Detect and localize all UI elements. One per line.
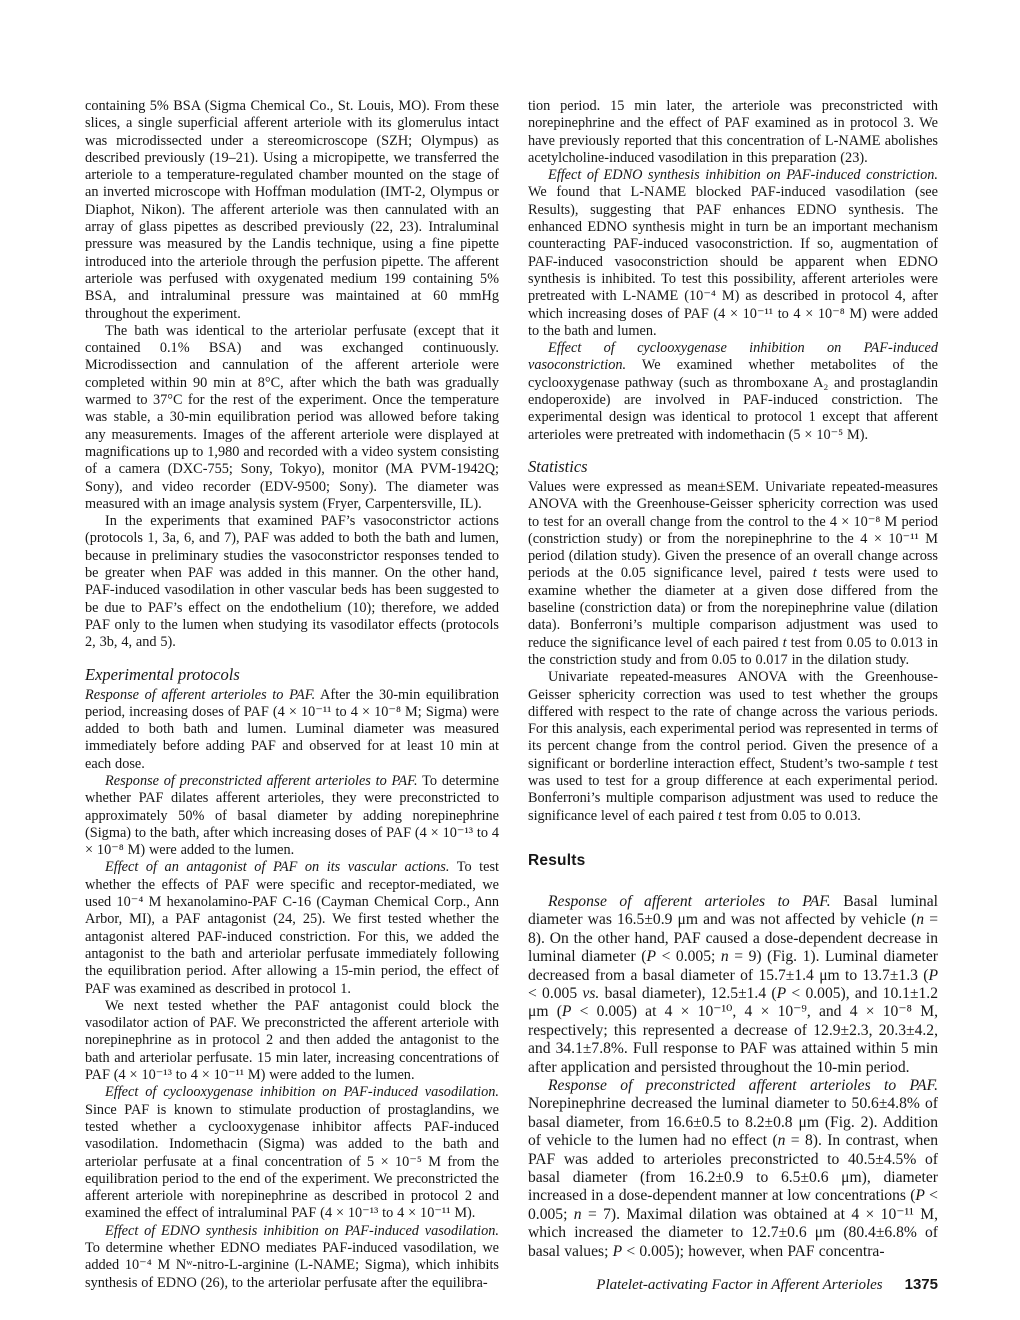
results-paragraph-preconstricted: Response of preconstricted afferent arterioles to PAF. Norepinephrine decreased the luminal diameter to 50.6±4.8% of basal diameter, from 16.6±0.5 to 8.2±0.8 μm (Fig. 2). Addition of vehicle to the lumen had no effect (n = 8). In contrast, when PAF was added to arterioles preconstricted to 40.5±4.5% of basal diameter (from 16.2±0.9 to 6.5±0.6 μm), diameter increased in a dose-dependent manner at low concentrations (P < 0.005; n = 7). Maximal dilation was obtained at 4 × 10⁻¹¹ M, which increased the diameter to 12.7±0.6 μm (80.4±6.8% of basal values; P < 0.005); however, when PAF concentra- <box>528 1076 938 1260</box>
section-heading-experimental-protocols: Experimental protocols <box>85 664 240 684</box>
protocol-paragraph-response-to-paf: Response of afferent arterioles to PAF. After the 30-min equilibration period, increasing doses of PAF (4 × 10⁻¹¹ to 4 × 10⁻⁸ M; Sigma) were added to both bath and lumen. Luminal diameter was measured immediately before adding PAF and observed for at least 10 min at each dose. <box>85 686 499 772</box>
methods-paragraph-bath: The bath was identical to the arteriolar perfusate (except that it contained 0.1% BSA) and was exchanged continuously. Microdissection and cannulation of the afferent arteriole were completed within 90 min at 8°C, after which the bath was gradually warmed to 37°C for the rest of the experiment. Once the temperature was stable, a 30-min equilibration period was allowed before taking any measurements. Images of the afferent arteriole were displayed at magnifications up to 1,980 and recorded with a video system consisting of a camera (DXC-755; Sony, Tokyo), monitor (MA PVM-1942Q; Sony), and video recorder (EDV-9500; Sony). The diameter was measured with an image analysis system (Fryer, Carpentersville, IL). <box>85 322 499 512</box>
protocol-paragraph-antagonist-vasodilator: We next tested whether the PAF antagonist could block the vasodilator action of PAF. We preconstricted the afferent arteriole with norepinephrine as in protocol 2 and then added the antagonist to the bath and arteriolar perfusate. 15 min later, increasing concentrations of PAF (4 × 10⁻¹³ to 4 × 10⁻¹¹ M) were added to the lumen. <box>85 997 499 1084</box>
statistics-paragraph-group-comparison: Univariate repeated-measures ANOVA with the Greenhouse-Geisser sphericity correction was used to test whether the groups differed with respect to the rate of change across the various periods. For this analysis, each experimental period was represented in terms of its percent change from the control period. Given the presence of a significant or borderline interaction effect, Student’s two-sample t test was used to test for a group difference at each experimental period. Bonferroni’s multiple comparison adjustment was used to reduce the significance level of each paired t test from 0.05 to 0.013. <box>528 669 938 824</box>
protocol-paragraph-antagonist: Effect of an antagonist of PAF on its vascular actions. To test whether the effects of PAF were specific and receptor-mediated, we used 10⁻⁴ M hexanolamino-PAF C-16 (Cayman Chemical Corp., Ann Arbor, MI), a PAF antagonist (24, 25). We first tested whether the antagonist altered PAF-induced constriction. For this, we added the antagonist to the bath and arteriolar perfusate immediately following the equilibration period. After allowing a 15-min period, the effect of PAF was examined as described in protocol 1. <box>85 859 500 997</box>
protocol-paragraph-edno-constriction: Effect of EDNO synthesis inhibition on PAF-induced constriction. We found that L-NAME blocked PAF-induced vasodilation (see Results), suggesting that PAF enhances EDNO synthesis. The enhanced EDNO synthesis might in turn be an important mechanism counteracting PAF-induced vasoconstriction. If so, augmentation of PAF-induced vasoconstriction should be apparent when EDNO synthesis is inhibited. To test this possibility, afferent arterioles were pretreated with L-NAME (10⁻⁴ M) as described in protocol 4, after which increasing doses of PAF (4 × 10⁻¹¹ to 4 × 10⁻⁸ M) were added to the bath and lumen. <box>528 167 938 339</box>
protocol-paragraph-cyclooxygenase-constriction: Effect of cyclooxygenase inhibition on PAF-induced vasoconstriction. We examined whether metabolites of the cyclooxygenase pathway (such as thromboxane A₂ and prostaglandin endoperoxide) are involved in PAF-induced constriction. The experimental design was identical to protocol 1 except that afferent arterioles were pretreated with indomethacin (5 × 10⁻⁵ M). <box>528 340 938 443</box>
methods-paragraph-paf-administration: In the experiments that examined PAF’s vasoconstrictor actions (protocols 1, 3a, 6, and 7), PAF was added to both the bath and lumen, because in preliminary studies the vasoconstrictor responses tended to be greater when PAF was added in this manner. On the other hand, PAF-induced vasodilation in other vascular beds has been suggested to be due to PAF’s effect on the endothelium (10); therefore, we added PAF only to the lumen when studying its vasodilator effects (protocols 2, 3b, 4, and 5). <box>85 513 499 651</box>
protocol-paragraph-preconstricted: Response of preconstricted afferent arterioles to PAF. To determine whether PAF dilates afferent arterioles, they were preconstricted to approximately 50% of basal diameter by adding norepinephrine (Sigma) to the bath, after which increasing doses of PAF (4 × 10⁻¹³ to 4 × 10⁻⁸ M) were added to the lumen. <box>85 772 500 859</box>
page-footer <box>85 1276 938 1294</box>
section-heading-results: Results <box>528 851 586 869</box>
protocol-paragraph-edno-vasodilation: Effect of EDNO synthesis inhibition on PAF-induced vasodilation. To determine whether EDNO mediates PAF-induced vasodilation, we added 10⁻⁴ M Nʷ-nitro-L-arginine (L-NAME; Sigma), which inhibits synthesis of EDNO (26), to the arteriolar perfusate after the equilibra- <box>85 1222 499 1291</box>
statistics-paragraph-anova: Values were expressed as mean±SEM. Univariate repeated-measures ANOVA with the Greenhouse-Geisser sphericity correction was used to test for an overall change from the control to the 4 × 10⁻⁸ M period (constriction study) or from the norepinephrine to the 4 × 10⁻¹¹ M period (dilation study). Given the presence of an overall change across periods at the 0.05 significance level, paired t tests were used to examine whether the diameter at a given dose differed from the baseline (constriction data) or from the norepinephrine value (dilation data). Bonferroni’s multiple comparison adjustment was used to reduce the significance level of each paired t test from 0.05 to 0.013 in the constriction study and from 0.05 to 0.017 in the dilation study. <box>528 478 938 668</box>
methods-paragraph-microdissection: containing 5% BSA (Sigma Chemical Co., St. Louis, MO). From these slices, a single superficial afferent arteriole with its glomerulus intact was microdissected under a stereomicroscope (SZH; Olympus) as described previously (19–21). Using a micropipette, we transferred the arteriole to a temperature-regulated chamber mounted on the stage of an inverted microscope with Hoffman modulation (IMT-2, Olympus or Diaphot, Nikon). The afferent arteriole was then cannulated with an array of glass pipettes as described previously (22, 23). Intraluminal pressure was measured by the Landis technique, using a fine pipette introduced into the arteriole through the perfusion pipette. The afferent arteriole was perfused with oxygenated medium 199 containing 5% BSA, and intraluminal pressure was maintained at 60 mmHg throughout the experiment. <box>85 98 499 322</box>
running-title: Platelet-activating Factor in Afferent Arterioles <box>596 1277 883 1293</box>
left-column <box>85 98 499 1292</box>
protocol-paragraph-edno-continuation: tion period. 15 min later, the arteriole was preconstricted with norepinephrine and the effect of PAF examined as in protocol 3. We have previously reported that this concentration of L-NAME abolishes acetylcholine-induced vasodilation in this preparation (23). <box>528 98 938 166</box>
protocol-paragraph-cyclooxygenase-vasodilation: Effect of cyclooxygenase inhibition on PAF-induced vasodilation. Since PAF is known to stimulate production of prostaglandins, we tested whether a cyclooxygenase inhibitor affects PAF-induced vasodilation. Indomethacin (Sigma) was added to the bath and arteriolar perfusate at a final concentration of 5 × 10⁻⁵ M from the equilibration period to the end of the experiment. We preconstricted the afferent arteriole with norepinephrine as described in protocol 2 and examined the effect of intraluminal PAF (4 × 10⁻¹³ to 4 × 10⁻¹¹ M). <box>85 1084 499 1222</box>
page-number: 1375 <box>904 1276 938 1293</box>
results-paragraph-response-to-paf: Response of afferent arterioles to PAF. Basal luminal diameter was 16.5±0.9 μm and was not affected by vehicle (n = 8). On the other hand, PAF caused a dose-dependent decrease in luminal diameter (P < 0.005; n = 9) (Fig. 1). Luminal diameter decreased from a basal diameter of 15.7±1.4 μm to 13.7±1.3 (P < 0.005 vs. basal diameter), 12.5±1.4 (P < 0.005), and 10.1±1.2 μm (P < 0.005) at 4 × 10⁻¹⁰, 4 × 10⁻⁹, and 4 × 10⁻⁸ M, respectively; this represented a decrease of 12.9±2.3, 20.3±4.2, and 34.1±7.8%. Full response to PAF was attained within 5 min after application and persisted throughout the 10-min period. <box>528 892 939 1076</box>
right-column <box>528 98 938 1261</box>
section-heading-statistics: Statistics <box>528 456 588 476</box>
